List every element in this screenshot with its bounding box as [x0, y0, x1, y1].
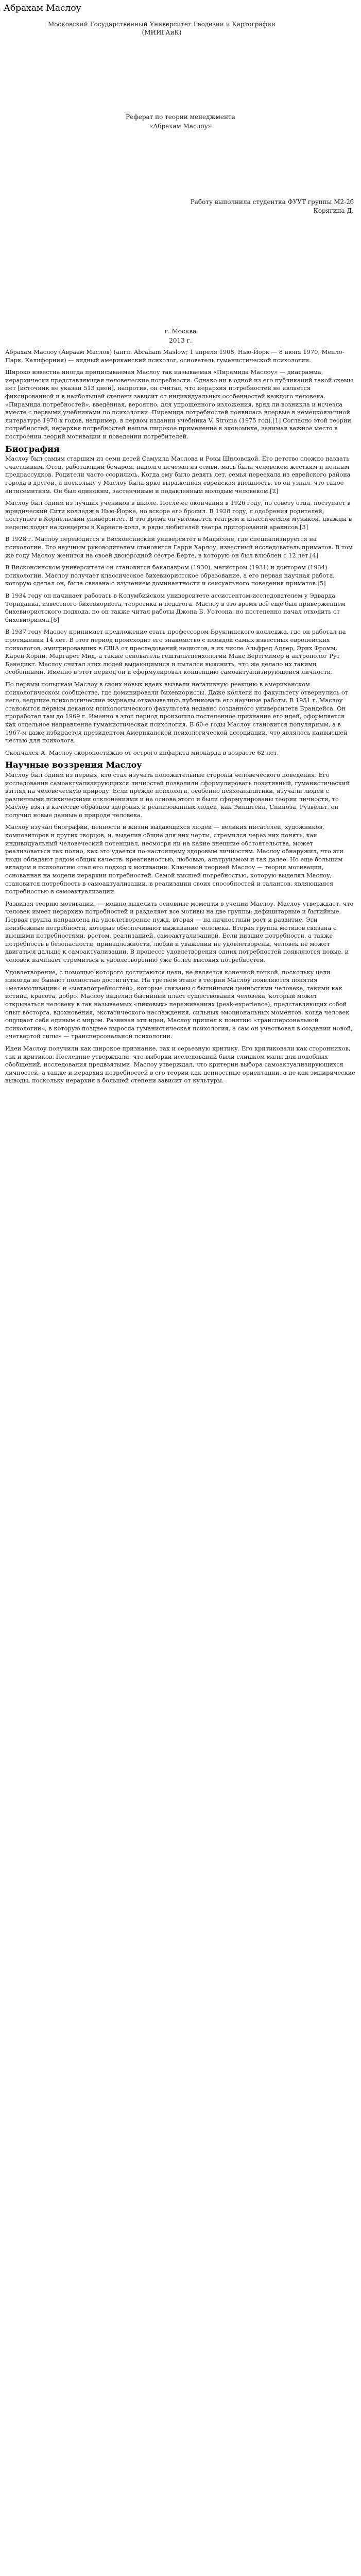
report-title-block	[0, 113, 361, 130]
document-title: Абрахам Маслоу	[4, 3, 81, 13]
report-title: Реферат по теории менеджмента	[126, 113, 235, 121]
views-paragraph: Удовлетворение, с помощью которого достигаются цели, не является конечной точкой, поскольку цели никогда не бывают полностью достигнуты. На третьем этапе в теории Маслоу появляются понятия «метамотивации» и «метапотребностей», которые связаны с бытийными ценностями человека, такими как истина, красота, добро. Маслоу выделил бытийный пласт существования человека, который может открываться человеку в так называемых «пиковых» переживаниях (peak-experience), представляющих собой опыт восторга, вдохновения, экстатического наслаждения, сильных эмоциональных моментов, когда человек ощущает себя единым с миром. Развивая эти идеи, Маслоу пришёл к понятию «трансперсональной психологии», в которую позднее выросла гуманистическая психология, а сам он участвовал в создании новой, «четвертой силы» — трансперсональной психологии.	[5, 968, 353, 1040]
university-abbreviation: (МИИГАиК)	[142, 29, 182, 36]
biography-heading: Биография	[5, 444, 60, 454]
bio-paragraph: По первым попыткам Маслоу в своих новых идеях вызвали негативную реакцию в американском психологическом сообществе, где доминировали бихевиористы. Даже коллеги по факультету отвернулись от него, ведущие психологические журналы отказывались публиковать его научные работы. В 1951 г. Маслоу становится первым деканом психологического факультета недавно созданного университета Брандейса. Он проработал там до 1969 г. Именно в этот период произошло постепенное признание его идей, оформляется как отдельное направление гуманистическая психология. В 60-е годы Маслоу становится популярным, а в 1967-м даже избирается президентом Американской психологической ассоциации, что являлось наивысшей честью для психолога.	[5, 680, 349, 744]
author-block	[0, 198, 361, 214]
bio-paragraph: В Висконсинском университете он становится бакалавром (1930), магистром (1931) и доктором (1934) психологии. Маслоу получает классическое бихевиористское образование, а его первая научная работа, которую сделал он, была связана с изучением доминантности и сексуального поведения приматов.[5]	[5, 564, 335, 587]
bio-paragraph: Скончался А. Маслоу скоропостижно от острого инфаркта миокарда в возрасте 62 лет.	[5, 749, 279, 756]
views-paragraph: Маслоу был одним из первых, кто стал изучать положительные стороны человеческого поведения. Его исследования самоактуализирующихся личностей позволили сформулировать позитивный, гуманистический взгляд на человеческую природу. Если прежде психологи, особенно психоаналитики, изучали людей с различными психическими отклонениями и на основе этого и были сформулированы теории личности, то Маслоу взял в качестве образцов здоровых и реализованных людей, как Эйнштейн, Спиноза, Рузвельт, он получил новые данные о природе человека.	[5, 771, 350, 819]
author-line: Работу выполнила студентка ФУУТ группы М2-2б	[190, 198, 354, 206]
intro-paragraph-1: Абрахам Маслоу (Авраам Маслов) (англ. Abraham Maslow; 1 апреля 1908, Нью-Йорк — 8 июня 1970, Менло-Парк, Калифорния) — видный американский психолог, основатель гуманистической психологии.	[5, 348, 345, 364]
university-name: Московский Государственный Университет Геодезии и Картографии	[47, 21, 276, 28]
bio-paragraph: В 1928 г. Маслоу переводится в Висконсинский университет в Мадисоне, где специализируется на психологии. Его научным руководителем становится Гарри Харлоу, известный исследователь приматов. В том же году Маслоу женится на своей двоюродной сестре Берте, в которую он был влюблен с 12 лет.[4]	[5, 535, 353, 559]
report-subject: «Абрахам Маслоу»	[149, 123, 212, 130]
author-name: Корягина Д.	[313, 207, 354, 214]
views-paragraph: Маслоу изучал биографии, ценности и жизни выдающихся людей — великих писателей, художников, композиторов и других творцов, и, выделив общие для них черты, стремился через них понять, как индивидуальный человеческий потенциал, несмотря ни на какие внешние обстоятельства, может реализоваться так полно, как это удается по-настоящему здоровым личностям. Маслоу обнаружил, что эти люди обладают рядом общих качеств: креативностью, любовью, альтруизмом и так далее. Но еще большим вкладом в психологию стал его подход к мотивации. Ключевой теорией Маслоу — теория мотивации, основанная на модели иерархии потребностей. Самой высшей потребностью, которую выделял Маслоу, становится потребность в самоактуализации, в реализации своих способностей и талантов, являющаяся потребностью в самоактуализации.	[5, 823, 343, 895]
bio-paragraph: Маслоу был самым старшим из семи детей Самуила Маслова и Розы Шиловской. Его детство сложно назвать счастливым. Отец, работающий бочаром, надолго исчезал из семьи, мать была человеком жестким и полным предрассудков. Родители часто ссорились. Когда ему было девять лет, семья переехала из еврейского района города в другой, и поскольку у Маслоу была ярко выраженная еврейская внешность, то он узнал, что такое антисемитизм. Он был одиноким, застенчивым и подавленным молодым человеком.[2]	[5, 455, 351, 495]
bio-paragraph: В 1934 году он начинает работать в Колумбийском университете ассистентом-исследователем у Эдварда Торндайка, известного бихевиориста, теоретика и педагога. Маслоу в это время всё ещё был приверженцем бихевиористского подхода, но он также читал работы Джона Б. Уотсона, но постепенно начал отходить от бихевиоризма.[6]	[5, 592, 346, 623]
bio-paragraph: В 1937 году Маслоу принимает предложение стать профессором Бруклинского колледжа, где он работал на протяжении 14 лет. В этот период происходит его знакомство с плеядой самых известных европейских психологов, эмигрировавших в США от преследований нацистов, в их числе Альфред Адлер, Эрих Фромм, Карен Хорни, Маргарет Мид, а также основатель гештальтпсихологии Макс Вертгеймер и антрополог Рут Бенедикт. Маслоу считал этих людей выдающимися и пытался выяснить, что же делало их такими особенными. Именно в этот период он и сформулировал концепцию самоактуализирующейся личности.	[5, 628, 346, 676]
views-paragraph: Идеи Маслоу получили как широкое признание, так и серьезную критику. Его критиковали как сторонников, так и критиков. Последние утверждали, что выборки исследований были слишком малы для подобных обобщений, исследования предвзятыми. Маслоу утверждал, что критерии выбора самоактуализирующихся личностей, а также и иерархия потребностей в его теории как ценностные ориентации, а не как эмпирические выводы, поскольку иерархия в большей степени зависит от культуры.	[5, 1044, 356, 1084]
bio-paragraph: Маслоу был одним из лучших учеников в школе. После ее окончания в 1926 году, по совету отца, поступает в юридический Сити колледж в Нью-Йорке, но вскоре его бросил. В 1928 году, с одобрения родителей, поступает в Корнельский университет. В это время он увлекается театром и классической музыкой, дважды в неделю ходит на концерты в Карнеги-холл, в ряды любителей театра пригорований аракисов.[3]	[5, 499, 352, 531]
views-paragraph: Развивая теорию мотивации, — можно выделить основные моменты в учении Маслоу. Маслоу утверждает, что человек имеет иерархию потребностей и разделяет все мотивы на две группы: дефицитарные и бытийные. Первая группа направлена на удовлетворение нужд, вторая — на личностный рост и развитие. Эти неизбежные потребности, которые обеспечивают выживание человека. Вторая группа мотивов связана с высшими потребностями, ростом, реализацией, самоактуализацией. Если низшие потребности, а также потребность в безопасности, принадлежности, любви и уважении не удовлетворены, человек не может двигаться дальше к самоактуализации. В процессе удовлетворения одних потребностей появляются новые, и человек начинает стремиться к удовлетворению уже более высоких потребностей.	[5, 900, 354, 963]
city: г. Москва	[164, 328, 197, 335]
intro-paragraph-2: Широко известна иногда приписываемая Маслоу так называемая «Пирамида Маслоу» — диаграмма, иерархически представляющая человеческие потребности. Однако ни в одной из его публикаций такой схемы нет [источник не указан 513 дней], напротив, он считал, что иерархия потребностей не является фиксированной и в наибольшей степени зависит от индивидуальных особенностей каждого человека. «Пирамида потребностей», введённая, вероятно, для упрощённого изложения, вряд ли возникла и исчезла вместе с первыми учебниками по психологии. Пирамида потребностей появилась впервые в немецкоязычной литературе 1970-х годов, например, в первом издании учебника V. Stroma (1975 год).[1] Согласно этой теории потребностей, иерархия потребностей нашла широкое применение в экономике, занимая важное место в построении теорий мотивации и поведении потребителей.	[5, 368, 353, 440]
article-content	[0, 344, 361, 1085]
year: 2013 г.	[169, 337, 192, 344]
views-heading: Научные воззрения Маслоу	[5, 760, 142, 770]
